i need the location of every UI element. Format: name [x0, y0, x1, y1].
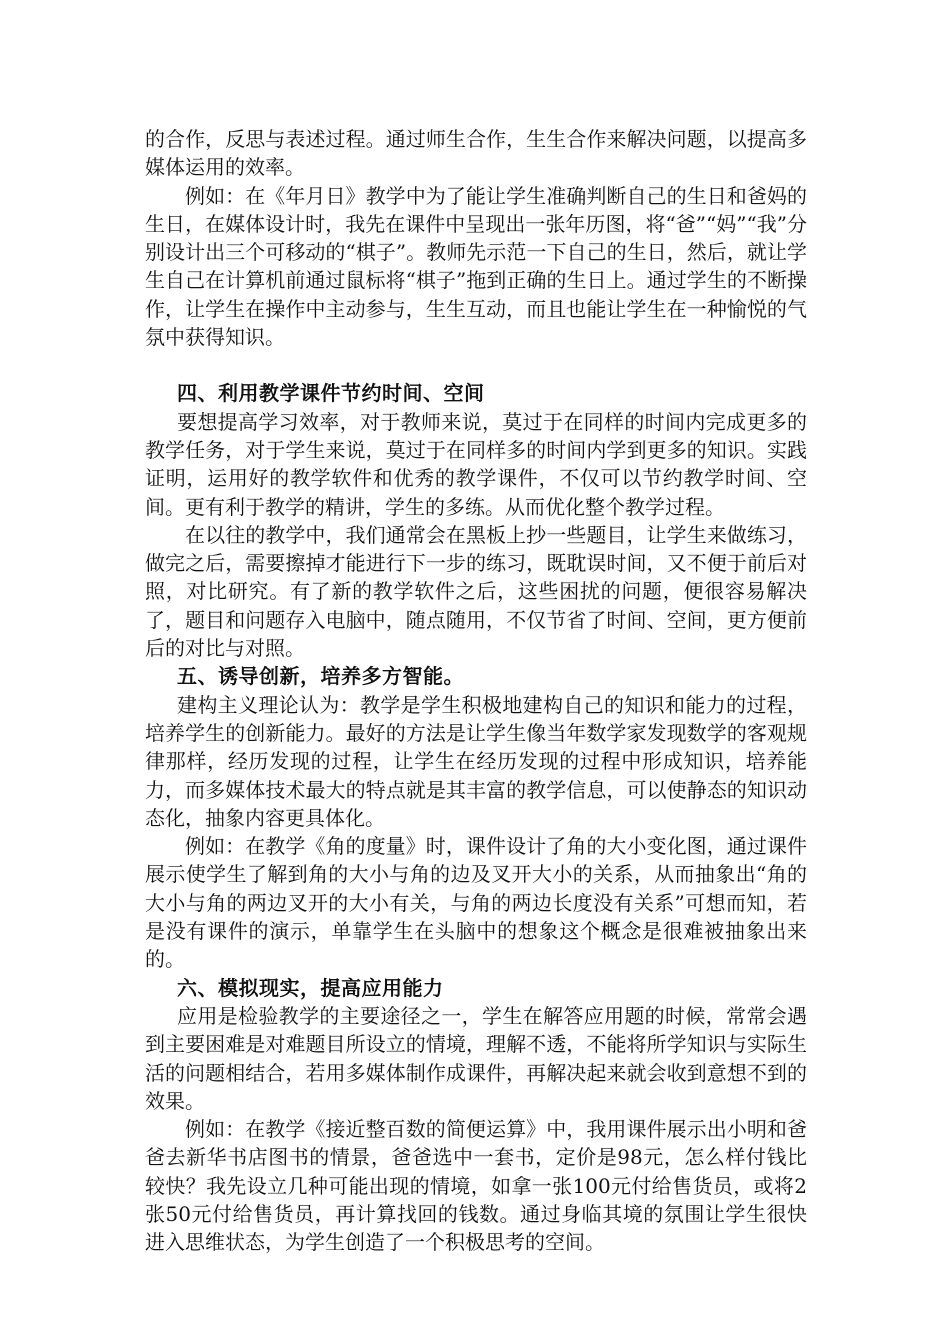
paragraph-example-angle: 例如：在教学《角的度量》时，课件设计了角的大小变化图，通过课件展示使学生了解到角的大小与角的边及叉开大小的关系，从而抽象出“角的大小与角的两边叉开的大小有关，与角的两边长度没有关系”可想而知，若是没有课件的演示，单靠学生在头脑中的想象这个概念是很难被抽象出来的。	[145, 834, 807, 972]
paragraph-example-calendar: 例如：在《年月日》教学中为了能让学生准确判断自己的生日和爸妈的生日，在媒体设计时，我先在课件中呈现出一张年历图，将“爸”“妈”“我”分别设计出三个可移动的“棋子”。教师先示范一下自己的生日，然后，就让学生自己在计算机前通过鼠标将“棋子”拖到正确的生日上。通过学生的不断操作，让学生在操作中主动参与，生生互动，而且也能让学生在一种愉悦的气氛中获得知识。	[145, 183, 807, 350]
section-heading-5: 五、诱导创新，培养多方智能。	[177, 664, 464, 689]
document-page	[145, 125, 807, 1257]
section-heading-6: 六、模拟现实，提高应用能力	[177, 975, 444, 1000]
paragraph-constructivism: 建构主义理论认为：教学是学生积极地建构自己的知识和能力的过程，培养学生的创新能力。最好的方法是让学生像当年数学家发现数学的客观规律那样，经历发现的过程，让学生在经历发现的过程中形成知识，培养能力，而多媒体技术最大的特点就是其丰富的教学信息，可以使静态的知识动态化，抽象内容更具体化。	[145, 692, 807, 830]
paragraph-blackboard: 在以往的教学中，我们通常会在黑板上抄一些题目，让学生来做练习，做完之后，需要擦掉才能进行下一步的练习，既耽误时间，又不便于前后对照，对比研究。有了新的教学软件之后，这些困扰的问题，便很容易解决了，题目和问题存入电脑中，随点随用，不仅节省了时间、空间，更方便前后的对比与对照。	[145, 522, 807, 661]
spacer	[145, 351, 807, 379]
paragraph-example-bookstore: 例如：在教学《接近整百数的简便运算》中，我用课件展示出小明和爸爸去新华书店图书的情景，爸爸选中一套书，定价是98元，怎么样付钱比较快？我先设立几种可能出现的情境，如拿一张100元付给售货员，或将2张50元付给售货员，再计算找回的钱数。通过身临其境的氛围让学生很快进入思维状态，为学生创造了一个积极思考的空间。	[145, 1117, 807, 1255]
section-heading-4: 四、利用教学课件节约时间、空间	[177, 381, 485, 406]
paragraph-continuation: 的合作，反思与表述过程。通过师生合作，生生合作来解决问题，以提高多媒体运用的效率。	[145, 127, 807, 180]
paragraph-application: 应用是检验教学的主要途径之一，学生在解答应用题的时候，常常会遇到主要困难是对难题目所设立的情境，理解不透，不能将所学知识与实际生活的问题相结合，若用多媒体制作成课件，再解决起来就会收到意想不到的效果。	[145, 1003, 807, 1113]
paragraph-efficiency: 要想提高学习效率，对于教师来说，莫过于在同样的时间内完成更多的教学任务，对于学生来说，莫过于在同样多的时间内学到更多的知识。实践证明，运用好的教学软件和优秀的教学课件，不仅可以节约教学时间、空间。更有利于教学的精讲，学生的多练。从而优化整个教学过程。	[145, 409, 807, 519]
